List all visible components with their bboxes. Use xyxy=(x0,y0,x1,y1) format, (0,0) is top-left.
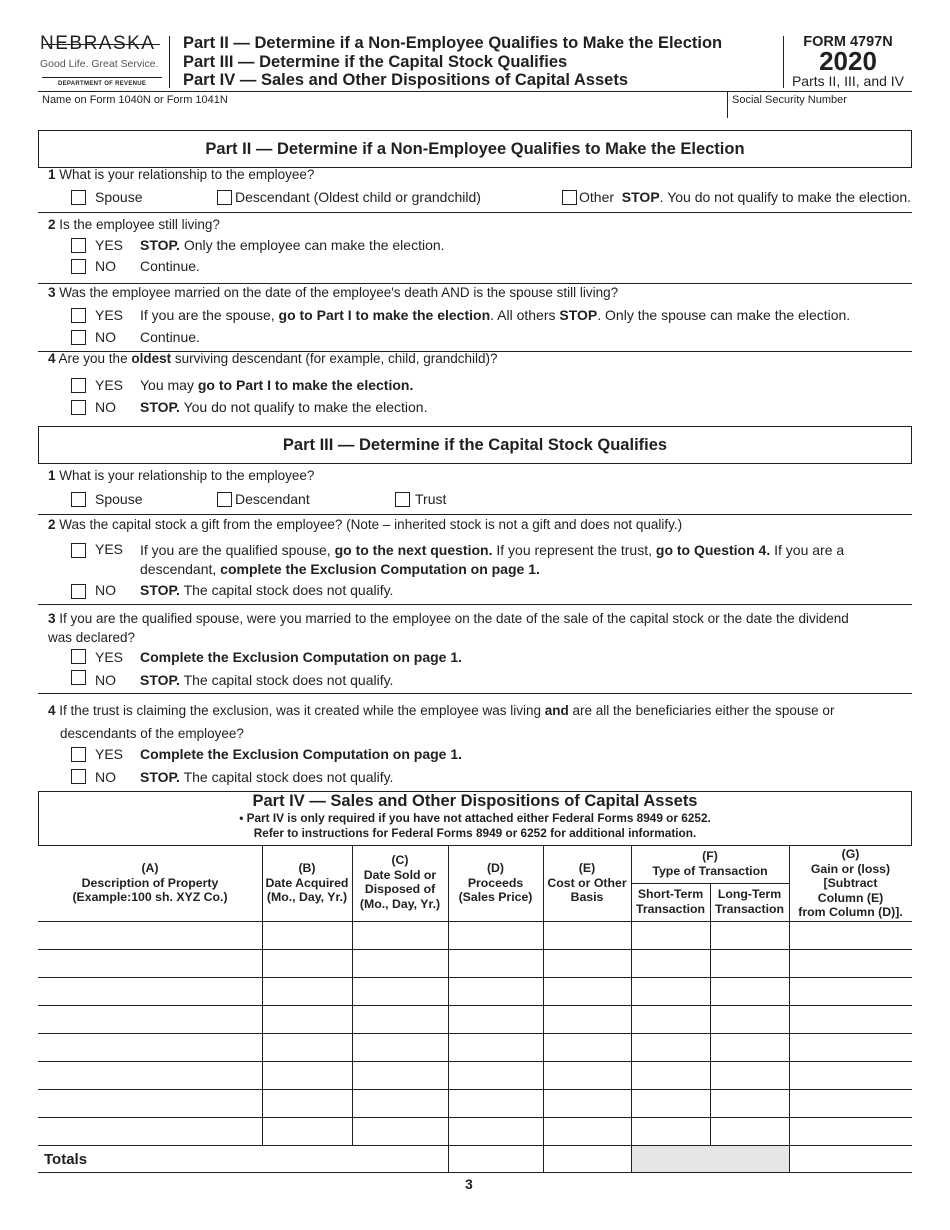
form-id-block xyxy=(784,34,912,90)
instruction-text: You may xyxy=(140,377,198,393)
col-letter: (D) xyxy=(486,861,505,875)
part3-q3-yes-instruction: Complete the Exclusion Computation on page 1. xyxy=(140,649,463,665)
question-bold: oldest xyxy=(131,351,172,366)
part4-note2: Refer to instructions for Federal Forms 8949 or 6252 for additional information. xyxy=(253,826,697,840)
part3-q1 xyxy=(48,468,314,483)
part2-q2-no-label: NO xyxy=(95,258,116,274)
stop-text: STOP. xyxy=(140,399,180,415)
question-text: Are you the xyxy=(58,351,132,366)
logo-state-name: NEBRASKA xyxy=(40,33,156,54)
table-top-rule xyxy=(38,845,912,846)
part3-q1-divider xyxy=(38,514,912,515)
part2-q3-yes-label: YES xyxy=(95,307,124,323)
question-number: 2 xyxy=(48,517,56,532)
col-sublabel: (Example:100 sh. XYZ Co.) xyxy=(72,890,228,904)
col-label: Column (E) xyxy=(817,890,884,905)
question-text: Was the employee married on the date of the employee's death AND is the spouse still living? xyxy=(59,285,619,300)
part3-q4-no-label: NO xyxy=(95,769,116,785)
part2-q1-other-label xyxy=(579,189,911,205)
question-number: 4 xyxy=(48,351,56,366)
form-parts: Parts II, III, and IV xyxy=(791,73,905,89)
instruction-text: The capital stock does not qualify. xyxy=(179,582,394,598)
col-label: Type of Transaction xyxy=(652,863,768,878)
question-line xyxy=(48,699,834,722)
part3-q3-no-checkbox[interactable] xyxy=(71,670,86,685)
question-text: surviving descendant (for example, child, grandchild)? xyxy=(171,351,498,366)
question-text: What is your relationship to the employee? xyxy=(59,468,315,483)
part2-q4-yes-instruction xyxy=(140,377,413,393)
part3-q3-divider xyxy=(38,693,912,694)
col-label: Gain or (loss) xyxy=(810,861,891,876)
part3-q4-yes-label: YES xyxy=(95,746,124,762)
page-number: 3 xyxy=(465,1176,473,1192)
col-label: [Subtract xyxy=(823,876,878,890)
part3-q1-spouse-label: Spouse xyxy=(95,491,143,507)
part2-q2-no-instruction: Continue. xyxy=(140,258,200,274)
part3-q1-trust-label: Trust xyxy=(415,491,447,507)
part3-q2-yes-label: YES xyxy=(95,541,124,557)
part3-q4-no-instruction xyxy=(140,769,393,785)
table-row[interactable] xyxy=(38,949,912,950)
stop-text: STOP xyxy=(559,307,598,323)
part2-q2-yes-label: YES xyxy=(95,237,124,253)
ssn-field[interactable] xyxy=(728,91,912,118)
instruction-text: If you represent the trust, xyxy=(492,542,656,558)
instruction-text: Only the employee can make the election. xyxy=(179,237,445,253)
col-sublabel: (Sales Price) xyxy=(458,890,533,904)
part2-q3 xyxy=(48,285,618,300)
stop-text: STOP xyxy=(621,189,660,205)
part2-q3-yes-checkbox[interactable] xyxy=(71,308,86,323)
title-line-part2: Part II — Determine if a Non-Employee Qualifies to Make the Election xyxy=(183,34,723,52)
col-label: Transaction xyxy=(714,901,785,916)
other-text: Other xyxy=(579,189,615,205)
part2-q1-spouse-checkbox[interactable] xyxy=(71,190,86,205)
col-letter: (A) xyxy=(141,861,159,875)
totals-shaded-cell xyxy=(632,1146,789,1172)
part3-title: Part III — Determine if the Capital Stock Qualifies xyxy=(38,426,912,464)
stop-text: STOP. xyxy=(140,672,180,688)
table-header-rule xyxy=(38,921,912,922)
name-field-label: Name on Form 1040N or Form 1041N xyxy=(42,94,228,106)
part3-q4-yes-instruction: Complete the Exclusion Computation on page 1. xyxy=(140,746,463,762)
part3-q3-no-instruction xyxy=(140,672,393,688)
instruction-text: . Only the spouse can make the election. xyxy=(597,307,851,323)
col-sublabel: (Mo., Day, Yr.) xyxy=(359,896,441,911)
col-letter: (C) xyxy=(391,853,409,867)
ssn-field-label: Social Security Number xyxy=(732,94,847,106)
col-header-f-long-term xyxy=(710,887,789,916)
table-row[interactable] xyxy=(38,1117,912,1118)
question-text: Was the capital stock a gift from the employee? (Note – inherited stock is not a gift and does not qualify.) xyxy=(59,517,683,532)
table-row[interactable] xyxy=(38,977,912,978)
col-header-g xyxy=(789,847,912,920)
part3-q3 xyxy=(48,609,849,647)
part4-title: Part IV — Sales and Other Dispositions of Capital Assets xyxy=(252,792,698,810)
instruction-text: The capital stock does not qualify. xyxy=(179,672,394,688)
col-letter: (F) xyxy=(702,849,718,863)
question-text: If you are the qualified spouse, were you married to the employee on the date of the sale of the capital stock or the date the dividend xyxy=(59,611,849,626)
question-number: 3 xyxy=(48,611,56,626)
table-row[interactable] xyxy=(38,1089,912,1090)
instruction-text: . All others xyxy=(490,307,560,323)
part2-q4-no-label: NO xyxy=(95,399,116,415)
part2-q3-no-label: NO xyxy=(95,329,116,345)
part3-q1-descendant-label: Descendant xyxy=(235,491,310,507)
part3-q3-yes-checkbox[interactable] xyxy=(71,649,86,664)
part3-q4-no-checkbox[interactable] xyxy=(71,769,86,784)
question-line: descendants of the employee? xyxy=(60,726,244,741)
part4-note1: • Part IV is only required if you have not attached either Federal Forms 8949 or 6252. xyxy=(239,811,711,825)
logo-swoosh xyxy=(42,44,160,45)
question-text: What is your relationship to the employee? xyxy=(59,167,315,182)
part2-q2-no-checkbox[interactable] xyxy=(71,259,86,274)
instruction-text: descendant, xyxy=(140,561,221,577)
question-number: 2 xyxy=(48,217,56,232)
instruction-bold: go to Part I to make the election xyxy=(278,307,491,323)
name-field[interactable] xyxy=(38,91,728,118)
part2-title: Part II — Determine if a Non-Employee Qualifies to Make the Election xyxy=(38,130,912,168)
instruction-bold: go to the next question. xyxy=(334,542,493,558)
question-text: If the trust is claiming the exclusion, was it created while the employee was living xyxy=(59,703,545,718)
other-rest: . You do not qualify to make the election. xyxy=(659,189,912,205)
instruction-bold: complete the Exclusion Computation on page 1. xyxy=(220,561,540,577)
question-text: Is the employee still living? xyxy=(59,217,220,232)
col-label: Transaction xyxy=(635,901,706,916)
col-f-subheader-rule xyxy=(631,883,789,884)
col-header-f xyxy=(631,849,789,878)
question-number: 4 xyxy=(48,703,56,718)
part4-left-border xyxy=(38,791,39,845)
question-number: 1 xyxy=(48,167,56,182)
part2-q4 xyxy=(48,351,498,366)
col-header-e xyxy=(543,861,631,905)
stop-text: STOP. xyxy=(140,582,180,598)
instruction-text: If you are the spouse, xyxy=(140,307,279,323)
part4-header xyxy=(38,791,912,845)
part2-q1-descendant-label: Descendant (Oldest child or grandchild) xyxy=(235,189,481,205)
col-header-d xyxy=(448,861,543,905)
part3-q2 xyxy=(48,517,682,532)
instruction-text: You do not qualify to make the election. xyxy=(179,399,428,415)
col-sublabel: (Mo., Day, Yr.) xyxy=(266,890,348,904)
question-line xyxy=(48,609,849,628)
col-label: Long-Term xyxy=(717,887,782,901)
part3-q2-yes-checkbox[interactable] xyxy=(71,543,86,558)
instruction-bold: go to Question 4. xyxy=(655,542,771,558)
logo-tagline: Good Life. Great Service. xyxy=(40,58,159,70)
question-number: 3 xyxy=(48,285,56,300)
col-divider-f xyxy=(710,883,711,1145)
title-line-part3: Part III — Determine if the Capital Stock Qualifies xyxy=(183,52,568,71)
instruction-line xyxy=(140,560,844,579)
instruction-text: The capital stock does not qualify. xyxy=(179,769,394,785)
stop-text: STOP. xyxy=(140,237,180,253)
col-letter: (E) xyxy=(578,861,596,875)
part2-q1-divider xyxy=(38,212,912,213)
totals-label: Totals xyxy=(44,1151,88,1168)
part2-q3-no-checkbox[interactable] xyxy=(71,330,86,345)
part2-q1-spouse-label: Spouse xyxy=(95,189,143,205)
part2-q2-yes-instruction xyxy=(140,237,445,253)
part3-q1-spouse-checkbox[interactable] xyxy=(71,492,86,507)
question-line: was declared? xyxy=(48,630,136,645)
part2-q2-divider xyxy=(38,283,912,284)
part2-q1 xyxy=(48,167,314,182)
part2-q3-no-instruction: Continue. xyxy=(140,329,200,345)
col-label: from Column (D)]. xyxy=(798,905,903,919)
part2-q2-yes-checkbox[interactable] xyxy=(71,238,86,253)
logo-department: DEPARTMENT OF REVENUE xyxy=(58,81,147,87)
part3-q2-no-checkbox[interactable] xyxy=(71,584,86,599)
stop-text: STOP. xyxy=(140,769,180,785)
col-label: Disposed of xyxy=(364,882,436,896)
part2-q3-yes-instruction xyxy=(140,307,850,323)
form-title xyxy=(183,34,722,90)
col-label: Description of Property xyxy=(81,875,219,890)
instruction-text: If you are a xyxy=(770,542,845,558)
part3-q2-yes-instruction xyxy=(140,541,844,579)
part4-table xyxy=(38,845,912,1173)
part3-q4-yes-checkbox[interactable] xyxy=(71,747,86,762)
instruction-bold: go to Part I to make the election. xyxy=(197,377,414,393)
table-bottom-rule xyxy=(38,1172,912,1173)
header-divider-left xyxy=(169,36,170,88)
instruction-text: If you are the qualified spouse, xyxy=(140,542,335,558)
instruction-line xyxy=(140,541,844,560)
part2-q4-no-instruction xyxy=(140,399,427,415)
part2-q1-descendant-checkbox[interactable] xyxy=(217,190,232,205)
question-number: 1 xyxy=(48,468,56,483)
part3-q1-trust-checkbox[interactable] xyxy=(395,492,410,507)
col-label: Cost or Other xyxy=(547,875,627,890)
title-line-part4: Part IV — Sales and Other Dispositions of Capital Assets xyxy=(183,71,629,89)
col-header-f-short-term xyxy=(631,887,710,916)
col-header-b xyxy=(262,861,352,905)
question-bold: and xyxy=(544,703,569,718)
part2-q4-yes-label: YES xyxy=(95,377,124,393)
part2-q2 xyxy=(48,217,220,232)
col-label: Date Sold or xyxy=(363,867,437,882)
table-row[interactable] xyxy=(38,1061,912,1062)
form-year: 2020 xyxy=(819,46,877,76)
col-label: Date Acquired xyxy=(265,875,349,890)
part3-q1-descendant-checkbox[interactable] xyxy=(217,492,232,507)
part3-q2-divider xyxy=(38,604,912,605)
part2-q4-yes-checkbox[interactable] xyxy=(71,378,86,393)
col-label: Short-Term xyxy=(637,887,704,901)
col-header-c xyxy=(352,853,448,911)
col-header-a xyxy=(38,861,262,905)
col-letter: (B) xyxy=(298,861,316,875)
part3-q3-no-label: NO xyxy=(95,672,116,688)
part2-q4-no-checkbox[interactable] xyxy=(71,400,86,415)
form-number: FORM 4797N xyxy=(803,34,893,50)
table-row[interactable] xyxy=(38,1005,912,1006)
table-row[interactable] xyxy=(38,1033,912,1034)
part3-q2-no-instruction xyxy=(140,582,393,598)
part2-q1-other-checkbox[interactable] xyxy=(562,190,577,205)
part3-q2-no-label: NO xyxy=(95,582,116,598)
part3-q4 xyxy=(48,699,834,745)
col-letter: (G) xyxy=(841,847,860,861)
nebraska-logo xyxy=(40,33,165,91)
col-label: Proceeds xyxy=(467,875,524,890)
col-sublabel: Basis xyxy=(570,890,604,904)
part3-q3-yes-label: YES xyxy=(95,649,124,665)
logo-divider xyxy=(42,77,162,78)
question-text: are all the beneficiaries either the spouse or xyxy=(568,703,835,718)
